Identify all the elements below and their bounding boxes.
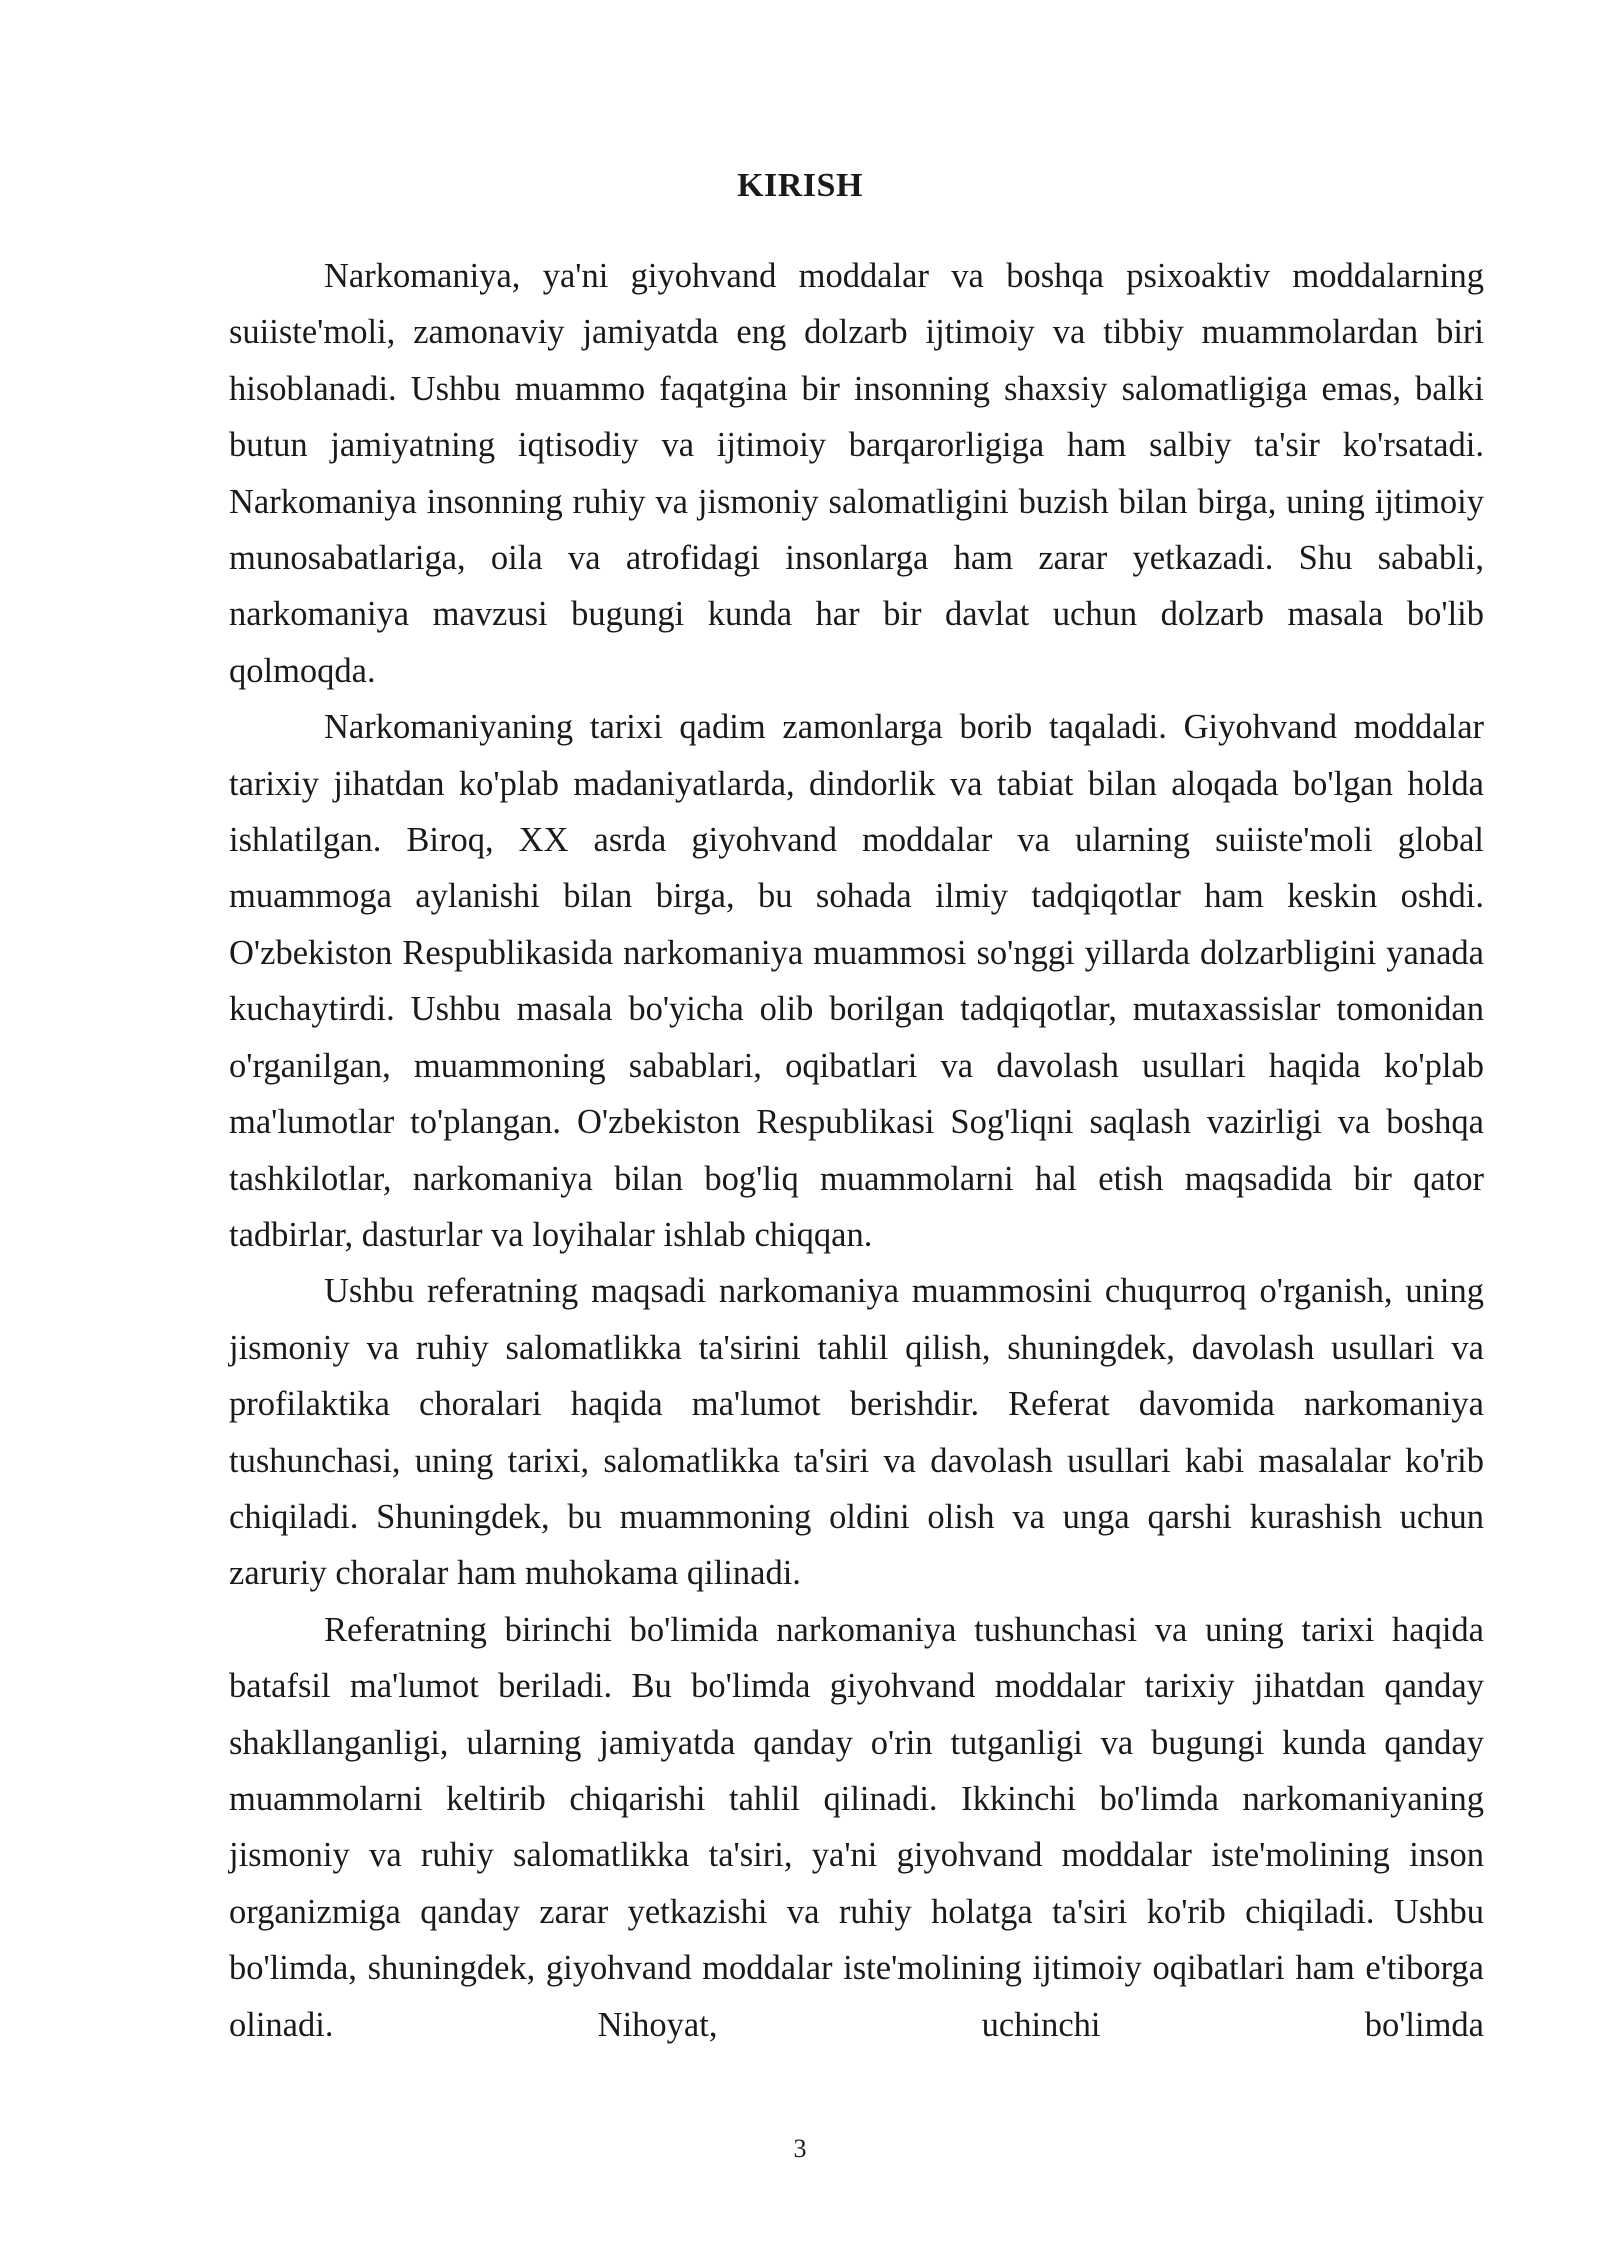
body-text	[229, 248, 1484, 2053]
paragraph-intro: Narkomaniya, ya'ni giyohvand moddalar va boshqa psixoaktiv moddalarning suiiste'moli, zamonaviy jamiyatda eng dolzarb ijtimoiy va tibbiy muammolardan biri hisoblanadi. Ushbu muammo faqatgina bir insonning shaxsiy salomatligiga emas, balki butun jamiyatning iqtisodiy va ijtimoiy barqarorligiga ham salbiy ta'sir ko'rsatadi. Narkomaniya insonning ruhiy va jismoniy salomatligini buzish bilan birga, uning ijtimoiy munosabatlariga, oila va atrofidagi insonlarga ham zarar yetkazadi. Shu sababli, narkomaniya mavzusi bugungi kunda har bir davlat uchun dolzarb masala bo'lib qolmoqda.	[229, 257, 1484, 690]
page-title: KIRISH	[737, 167, 863, 204]
paragraph-purpose: Ushbu referatning maqsadi narkomaniya muammosini chuqurroq o'rganish, uning jismoniy va ruhiy salomatlikka ta'sirini tahlil qilish, shuningdek, davolash usullari va profilaktika choralari haqida ma'lumot berishdir. Referat davomida narkomaniya tushunchasi, uning tarixi, salomatlikka ta'siri va davolash usullari kabi masalalar ko'rib chiqiladi. Shuningdek, bu muammoning oldini olish va unga qarshi kurashish uchun zaruriy choralar ham muhokama qilinadi.	[229, 1272, 1484, 1593]
page-number: 3	[793, 2134, 807, 2163]
paragraph-structure: Referatning birinchi bo'limida narkomaniya tushunchasi va uning tarixi haqida batafsil ma'lumot beriladi. Bu bo'limda giyohvand moddalar tarixiy jihatdan qanday shakllanganligi, ularning jamiyatda qanday o'rin tutganligi va bugungi kunda qanday muammolarni keltirib chiqarishi tahlil qilinadi. Ikkinchi bo'limda narkomaniyaning jismoniy va ruhiy salomatlikka ta'siri, ya'ni giyohvand moddalar iste'molining inson organizmiga qanday zarar yetkazishi va ruhiy holatga ta'siri ko'rib chiqiladi. Ushbu bo'limda, shuningdek, giyohvand moddalar iste'molining ijtimoiy oqibatlari ham e'tiborga olinadi. Nihoyat, uchinchi bo'limda	[229, 1610, 1484, 2044]
paragraph-history: Narkomaniyaning tarixi qadim zamonlarga borib taqaladi. Giyohvand moddalar tarixiy jihatdan ko'plab madaniyatlarda, dindorlik va tabiat bilan aloqada bo'lgan holda ishlatilgan. Biroq, XX asrda giyohvand moddalar va ularning suiiste'moli global muammoga aylanishi bilan birga, bu sohada ilmiy tadqiqotlar ham keskin oshdi. O'zbekiston Respublikasida narkomaniya muammosi so'nggi yillarda dolzarbligini yanada kuchaytirdi. Ushbu masala bo'yicha olib borilgan tadqiqotlar, mutaxassislar tomonidan o'rganilgan, muammoning sabablari, oqibatlari va davolash usullari haqida ko'plab ma'lumotlar to'plangan. O'zbekiston Respublikasi Sog'liqni saqlash vazirligi va boshqa tashkilotlar, narkomaniya bilan bog'liq muammolarni hal etish maqsadida bir qator tadbirlar, dasturlar va loyihalar ishlab chiqqan.	[229, 708, 1484, 1254]
